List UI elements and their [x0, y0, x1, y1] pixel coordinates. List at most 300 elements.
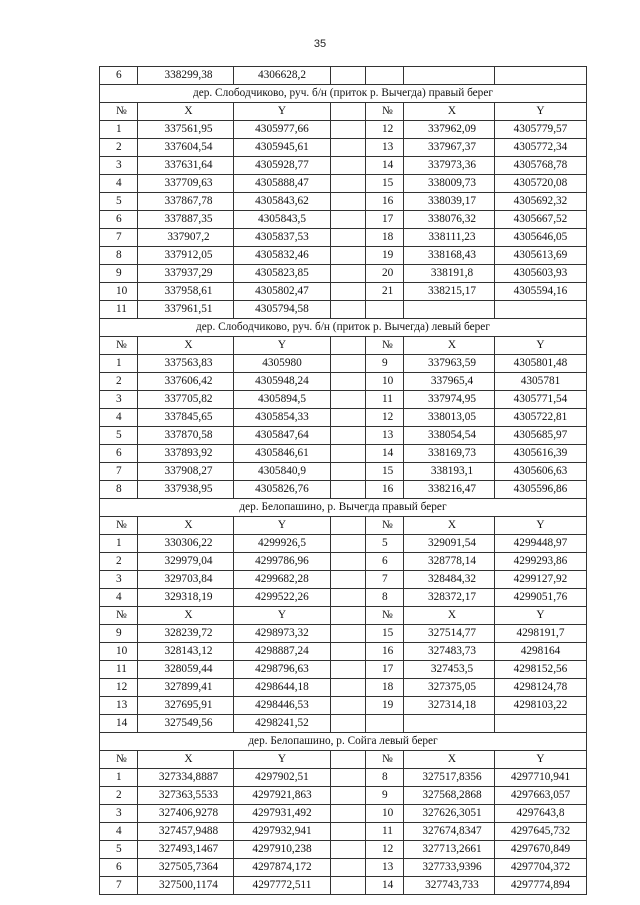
spacer-cell — [331, 643, 366, 661]
cell-x: 327695,91 — [138, 697, 234, 715]
cell-y: 4305772,34 — [495, 139, 587, 157]
cell-num: 1 — [100, 535, 138, 553]
cell-x: 337907,2 — [138, 229, 234, 247]
cell-y: Y — [495, 517, 587, 535]
cell-x: 338191,8 — [404, 265, 495, 283]
cell-x: 337606,42 — [138, 373, 234, 391]
cell-num: 11 — [100, 301, 138, 319]
cell-num: 15 — [366, 625, 404, 643]
cell-x: 327899,41 — [138, 679, 234, 697]
table-row — [100, 859, 587, 877]
cell-y: 4305837,53 — [234, 229, 331, 247]
spacer-cell — [331, 877, 366, 895]
cell-num: № — [100, 103, 138, 121]
table-row — [100, 841, 587, 859]
cell-x: 337705,82 — [138, 391, 234, 409]
table-row — [100, 535, 587, 553]
cell-num: 12 — [366, 121, 404, 139]
table-row — [100, 643, 587, 661]
column-header-row — [100, 337, 587, 355]
spacer-cell — [331, 589, 366, 607]
section-title: дер. Белопашино, р. Вычегда правый берег — [100, 499, 587, 517]
spacer-cell — [331, 67, 366, 85]
cell-num: 4 — [100, 589, 138, 607]
spacer-cell — [331, 697, 366, 715]
cell-num: 1 — [100, 121, 138, 139]
cell-num: 2 — [100, 787, 138, 805]
cell-y: 4305722,81 — [495, 409, 587, 427]
table-row — [100, 427, 587, 445]
spacer-cell — [331, 859, 366, 877]
spacer-cell — [331, 769, 366, 787]
cell-num: 13 — [366, 139, 404, 157]
cell-y: Y — [234, 517, 331, 535]
cell-num: 8 — [100, 481, 138, 499]
cell-x: X — [138, 337, 234, 355]
cell-x: 327549,56 — [138, 715, 234, 733]
cell-x: 329318,19 — [138, 589, 234, 607]
cell-num: 13 — [100, 697, 138, 715]
cell-y: 4297772,511 — [234, 877, 331, 895]
cell-x: 338009,73 — [404, 175, 495, 193]
cell-y: 4305832,46 — [234, 247, 331, 265]
cell-x: 327453,5 — [404, 661, 495, 679]
cell-x: 337845,65 — [138, 409, 234, 427]
cell-x: 328372,17 — [404, 589, 495, 607]
cell-num: 4 — [100, 409, 138, 427]
spacer-cell — [331, 301, 366, 319]
cell-num: 14 — [366, 157, 404, 175]
spacer-cell — [331, 193, 366, 211]
cell-y: 4305685,97 — [495, 427, 587, 445]
spacer-cell — [331, 553, 366, 571]
cell-y: 4298973,32 — [234, 625, 331, 643]
table-row — [100, 697, 587, 715]
spacer-cell — [331, 679, 366, 697]
cell-y: 4298103,22 — [495, 697, 587, 715]
cell-y: 4297902,51 — [234, 769, 331, 787]
table-row — [100, 625, 587, 643]
cell-num: 3 — [100, 805, 138, 823]
cell-y — [495, 301, 587, 319]
cell-x — [404, 301, 495, 319]
section-title-row — [100, 85, 587, 103]
cell-num — [366, 715, 404, 733]
section-title-row — [100, 319, 587, 337]
cell-y: 4305928,77 — [234, 157, 331, 175]
cell-y: 4299682,28 — [234, 571, 331, 589]
cell-y: 4298164 — [495, 643, 587, 661]
cell-x: 337958,61 — [138, 283, 234, 301]
cell-x: 338039,17 — [404, 193, 495, 211]
cell-y: 4305606,63 — [495, 463, 587, 481]
spacer-cell — [331, 409, 366, 427]
cell-x: 327375,05 — [404, 679, 495, 697]
cell-x: 337963,59 — [404, 355, 495, 373]
cell-x: 337974,95 — [404, 391, 495, 409]
cell-num: 17 — [366, 211, 404, 229]
cell-x: 338168,43 — [404, 247, 495, 265]
cell-num: № — [100, 337, 138, 355]
cell-x: 327674,8347 — [404, 823, 495, 841]
spacer-cell — [331, 355, 366, 373]
table-row — [100, 445, 587, 463]
cell-num: 8 — [366, 589, 404, 607]
cell-x: 329979,04 — [138, 553, 234, 571]
cell-y: Y — [234, 103, 331, 121]
cell-x: 337973,36 — [404, 157, 495, 175]
cell-y: 4299522,26 — [234, 589, 331, 607]
cell-y: 4305667,52 — [495, 211, 587, 229]
cell-y: 4297670,849 — [495, 841, 587, 859]
cell-x: 337962,09 — [404, 121, 495, 139]
cell-x: 337561,95 — [138, 121, 234, 139]
cell-x: 328059,44 — [138, 661, 234, 679]
cell-y: 4305843,5 — [234, 211, 331, 229]
cell-x: 338013,05 — [404, 409, 495, 427]
spacer-cell — [331, 445, 366, 463]
cell-y: Y — [234, 607, 331, 625]
cell-y: 4305888,47 — [234, 175, 331, 193]
cell-x — [404, 67, 495, 85]
cell-num: 18 — [366, 679, 404, 697]
cell-num: 13 — [366, 427, 404, 445]
spacer-cell — [331, 337, 366, 355]
cell-x: 337631,64 — [138, 157, 234, 175]
cell-num: № — [100, 751, 138, 769]
section-title: дер. Белопашино, р. Сойга левый берег — [100, 733, 587, 751]
spacer-cell — [331, 481, 366, 499]
cell-num: 7 — [366, 571, 404, 589]
cell-num: 14 — [366, 445, 404, 463]
cell-num: 6 — [100, 211, 138, 229]
cell-y: 4305847,64 — [234, 427, 331, 445]
cell-num: 6 — [100, 67, 138, 85]
cell-num: № — [366, 103, 404, 121]
cell-num: 19 — [366, 247, 404, 265]
cell-num: 7 — [100, 877, 138, 895]
cell-x: X — [404, 751, 495, 769]
spacer-cell — [331, 715, 366, 733]
table-row — [100, 805, 587, 823]
spacer-cell — [331, 139, 366, 157]
cell-x: 327493,1467 — [138, 841, 234, 859]
cell-x: X — [404, 103, 495, 121]
cell-x: 337908,27 — [138, 463, 234, 481]
cell-x: 327505,7364 — [138, 859, 234, 877]
cell-y: 4305823,85 — [234, 265, 331, 283]
cell-num: 5 — [366, 535, 404, 553]
cell-num: 3 — [100, 571, 138, 589]
cell-x: 327406,9278 — [138, 805, 234, 823]
cell-num: 9 — [366, 787, 404, 805]
cell-y: 4305779,57 — [495, 121, 587, 139]
spacer-cell — [331, 787, 366, 805]
cell-y: 4305594,16 — [495, 283, 587, 301]
cell-num: № — [100, 517, 138, 535]
cell-x: 337961,51 — [138, 301, 234, 319]
cell-y: 4297921,863 — [234, 787, 331, 805]
table-row — [100, 373, 587, 391]
cell-y: 4305945,61 — [234, 139, 331, 157]
cell-y — [495, 715, 587, 733]
spacer-cell — [331, 751, 366, 769]
cell-x: 338076,32 — [404, 211, 495, 229]
cell-x: 337937,29 — [138, 265, 234, 283]
cell-y: 4305843,62 — [234, 193, 331, 211]
cell-num: № — [366, 517, 404, 535]
cell-x: 337938,95 — [138, 481, 234, 499]
section-title: дер. Слободчиково, руч. б/н (приток р. Вычегда) правый берег — [100, 85, 587, 103]
cell-x: 327743,733 — [404, 877, 495, 895]
cell-num: 14 — [366, 877, 404, 895]
cell-num: 4 — [100, 823, 138, 841]
table-row — [100, 283, 587, 301]
cell-num: 6 — [100, 445, 138, 463]
spacer-cell — [331, 283, 366, 301]
cell-num: 9 — [100, 625, 138, 643]
cell-y: 4297774,894 — [495, 877, 587, 895]
cell-num: 19 — [366, 697, 404, 715]
cell-num: 7 — [100, 463, 138, 481]
cell-num: № — [366, 607, 404, 625]
coordinates-table-body — [100, 67, 587, 895]
cell-y: Y — [234, 337, 331, 355]
section-title: дер. Слободчиково, руч. б/н (приток р. Вычегда) левый берег — [100, 319, 587, 337]
spacer-cell — [331, 103, 366, 121]
cell-num: № — [366, 337, 404, 355]
cell-y: 4305894,5 — [234, 391, 331, 409]
cell-num: 9 — [100, 265, 138, 283]
cell-num: 5 — [100, 193, 138, 211]
cell-x: 327568,2868 — [404, 787, 495, 805]
cell-y: 4305948,24 — [234, 373, 331, 391]
cell-y: 4305840,9 — [234, 463, 331, 481]
cell-num: 16 — [366, 193, 404, 211]
cell-y: 4305720,08 — [495, 175, 587, 193]
cell-y: 4305977,66 — [234, 121, 331, 139]
table-row — [100, 391, 587, 409]
cell-x: X — [138, 751, 234, 769]
cell-y: 4298241,52 — [234, 715, 331, 733]
column-header-row — [100, 607, 587, 625]
cell-y: Y — [495, 751, 587, 769]
cell-y: 4297932,941 — [234, 823, 331, 841]
cell-x: 329091,54 — [404, 535, 495, 553]
cell-y: 4305846,61 — [234, 445, 331, 463]
cell-y: Y — [234, 751, 331, 769]
cell-num: 10 — [366, 805, 404, 823]
cell-num: 12 — [366, 841, 404, 859]
column-header-row — [100, 103, 587, 121]
table-row — [100, 769, 587, 787]
cell-y: 4297645,732 — [495, 823, 587, 841]
table-row — [100, 409, 587, 427]
table-row — [100, 481, 587, 499]
cell-y: 4305781 — [495, 373, 587, 391]
cell-y: Y — [495, 337, 587, 355]
table-row — [100, 139, 587, 157]
column-header-row — [100, 751, 587, 769]
cell-x: 337870,58 — [138, 427, 234, 445]
cell-y: 4298796,63 — [234, 661, 331, 679]
table-row — [100, 787, 587, 805]
cell-num: 8 — [100, 247, 138, 265]
cell-num: 17 — [366, 661, 404, 679]
cell-y: 4299448,97 — [495, 535, 587, 553]
table-row — [100, 175, 587, 193]
spacer-cell — [331, 211, 366, 229]
table-row — [100, 265, 587, 283]
cell-x: 337967,37 — [404, 139, 495, 157]
cell-x — [404, 715, 495, 733]
cell-y: 4298152,56 — [495, 661, 587, 679]
cell-x: 327483,73 — [404, 643, 495, 661]
spacer-cell — [331, 805, 366, 823]
cell-y: 4305646,05 — [495, 229, 587, 247]
spacer-cell — [331, 391, 366, 409]
cell-num: № — [366, 751, 404, 769]
cell-num: 5 — [100, 841, 138, 859]
table-row — [100, 679, 587, 697]
cell-num: 6 — [100, 859, 138, 877]
table-row — [100, 121, 587, 139]
cell-num: 10 — [100, 643, 138, 661]
cell-x: 337887,35 — [138, 211, 234, 229]
cell-num: 2 — [100, 139, 138, 157]
cell-y: 4298887,24 — [234, 643, 331, 661]
table-row — [100, 355, 587, 373]
cell-x: 328778,14 — [404, 553, 495, 571]
cell-y: 4297643,8 — [495, 805, 587, 823]
cell-num: 18 — [366, 229, 404, 247]
cell-y: Y — [495, 103, 587, 121]
cell-num: 1 — [100, 355, 138, 373]
table-row — [100, 229, 587, 247]
cell-y: 4298124,78 — [495, 679, 587, 697]
cell-x: 327517,8356 — [404, 769, 495, 787]
cell-x: 337604,54 — [138, 139, 234, 157]
section-title-row — [100, 499, 587, 517]
cell-x: 330306,22 — [138, 535, 234, 553]
cell-y: 4305692,32 — [495, 193, 587, 211]
cell-x: 338169,73 — [404, 445, 495, 463]
cell-num: 1 — [100, 769, 138, 787]
table-row — [100, 823, 587, 841]
table-row — [100, 67, 587, 85]
spacer-cell — [331, 247, 366, 265]
cell-y: 4299051,76 — [495, 589, 587, 607]
table-row — [100, 247, 587, 265]
cell-y: 4299293,86 — [495, 553, 587, 571]
spacer-cell — [331, 175, 366, 193]
cell-num: 3 — [100, 391, 138, 409]
coordinates-table — [99, 66, 587, 895]
cell-x: 337912,05 — [138, 247, 234, 265]
cell-y: Y — [495, 607, 587, 625]
cell-y: 4298446,53 — [234, 697, 331, 715]
column-header-row — [100, 517, 587, 535]
cell-x: 338193,1 — [404, 463, 495, 481]
spacer-cell — [331, 265, 366, 283]
spacer-cell — [331, 841, 366, 859]
cell-y: 4305771,54 — [495, 391, 587, 409]
cell-num: 11 — [366, 823, 404, 841]
spacer-cell — [331, 625, 366, 643]
cell-y: 4297910,238 — [234, 841, 331, 859]
table-row — [100, 589, 587, 607]
table-row — [100, 193, 587, 211]
section-title-row — [100, 733, 587, 751]
cell-num: 12 — [366, 409, 404, 427]
cell-num: 20 — [366, 265, 404, 283]
cell-num: 12 — [100, 679, 138, 697]
cell-y: 4305980 — [234, 355, 331, 373]
cell-y: 4305596,86 — [495, 481, 587, 499]
cell-num: 2 — [100, 373, 138, 391]
spacer-cell — [331, 157, 366, 175]
cell-x: X — [138, 103, 234, 121]
cell-y: 4298644,18 — [234, 679, 331, 697]
cell-x: 338216,47 — [404, 481, 495, 499]
spacer-cell — [331, 607, 366, 625]
cell-y: 4305613,69 — [495, 247, 587, 265]
table-row — [100, 463, 587, 481]
cell-num: № — [100, 607, 138, 625]
cell-x: 337867,78 — [138, 193, 234, 211]
cell-x: 337563,83 — [138, 355, 234, 373]
cell-x: 327626,3051 — [404, 805, 495, 823]
cell-x: X — [138, 607, 234, 625]
cell-num: 21 — [366, 283, 404, 301]
cell-num: 14 — [100, 715, 138, 733]
cell-x: 329703,84 — [138, 571, 234, 589]
spacer-cell — [331, 535, 366, 553]
cell-x: 327713,2661 — [404, 841, 495, 859]
cell-num: 2 — [100, 553, 138, 571]
table-row — [100, 301, 587, 319]
spacer-cell — [331, 229, 366, 247]
cell-x: 338054,54 — [404, 427, 495, 445]
cell-y: 4299127,92 — [495, 571, 587, 589]
spacer-cell — [331, 517, 366, 535]
cell-y: 4297704,372 — [495, 859, 587, 877]
spacer-cell — [331, 571, 366, 589]
table-row — [100, 661, 587, 679]
table-row — [100, 571, 587, 589]
table-row — [100, 211, 587, 229]
spacer-cell — [331, 373, 366, 391]
cell-x: 338215,17 — [404, 283, 495, 301]
cell-num: 16 — [366, 481, 404, 499]
cell-x: 327514,77 — [404, 625, 495, 643]
spacer-cell — [331, 463, 366, 481]
table-row — [100, 877, 587, 895]
cell-y: 4297710,941 — [495, 769, 587, 787]
spacer-cell — [331, 823, 366, 841]
cell-num: 10 — [100, 283, 138, 301]
cell-x: 327363,5533 — [138, 787, 234, 805]
cell-y: 4305768,78 — [495, 157, 587, 175]
cell-x: 337965,4 — [404, 373, 495, 391]
cell-num: 11 — [366, 391, 404, 409]
spacer-cell — [331, 427, 366, 445]
cell-x: 338111,23 — [404, 229, 495, 247]
cell-num — [366, 67, 404, 85]
spacer-cell — [331, 121, 366, 139]
cell-num: 15 — [366, 463, 404, 481]
cell-y: 4305794,58 — [234, 301, 331, 319]
